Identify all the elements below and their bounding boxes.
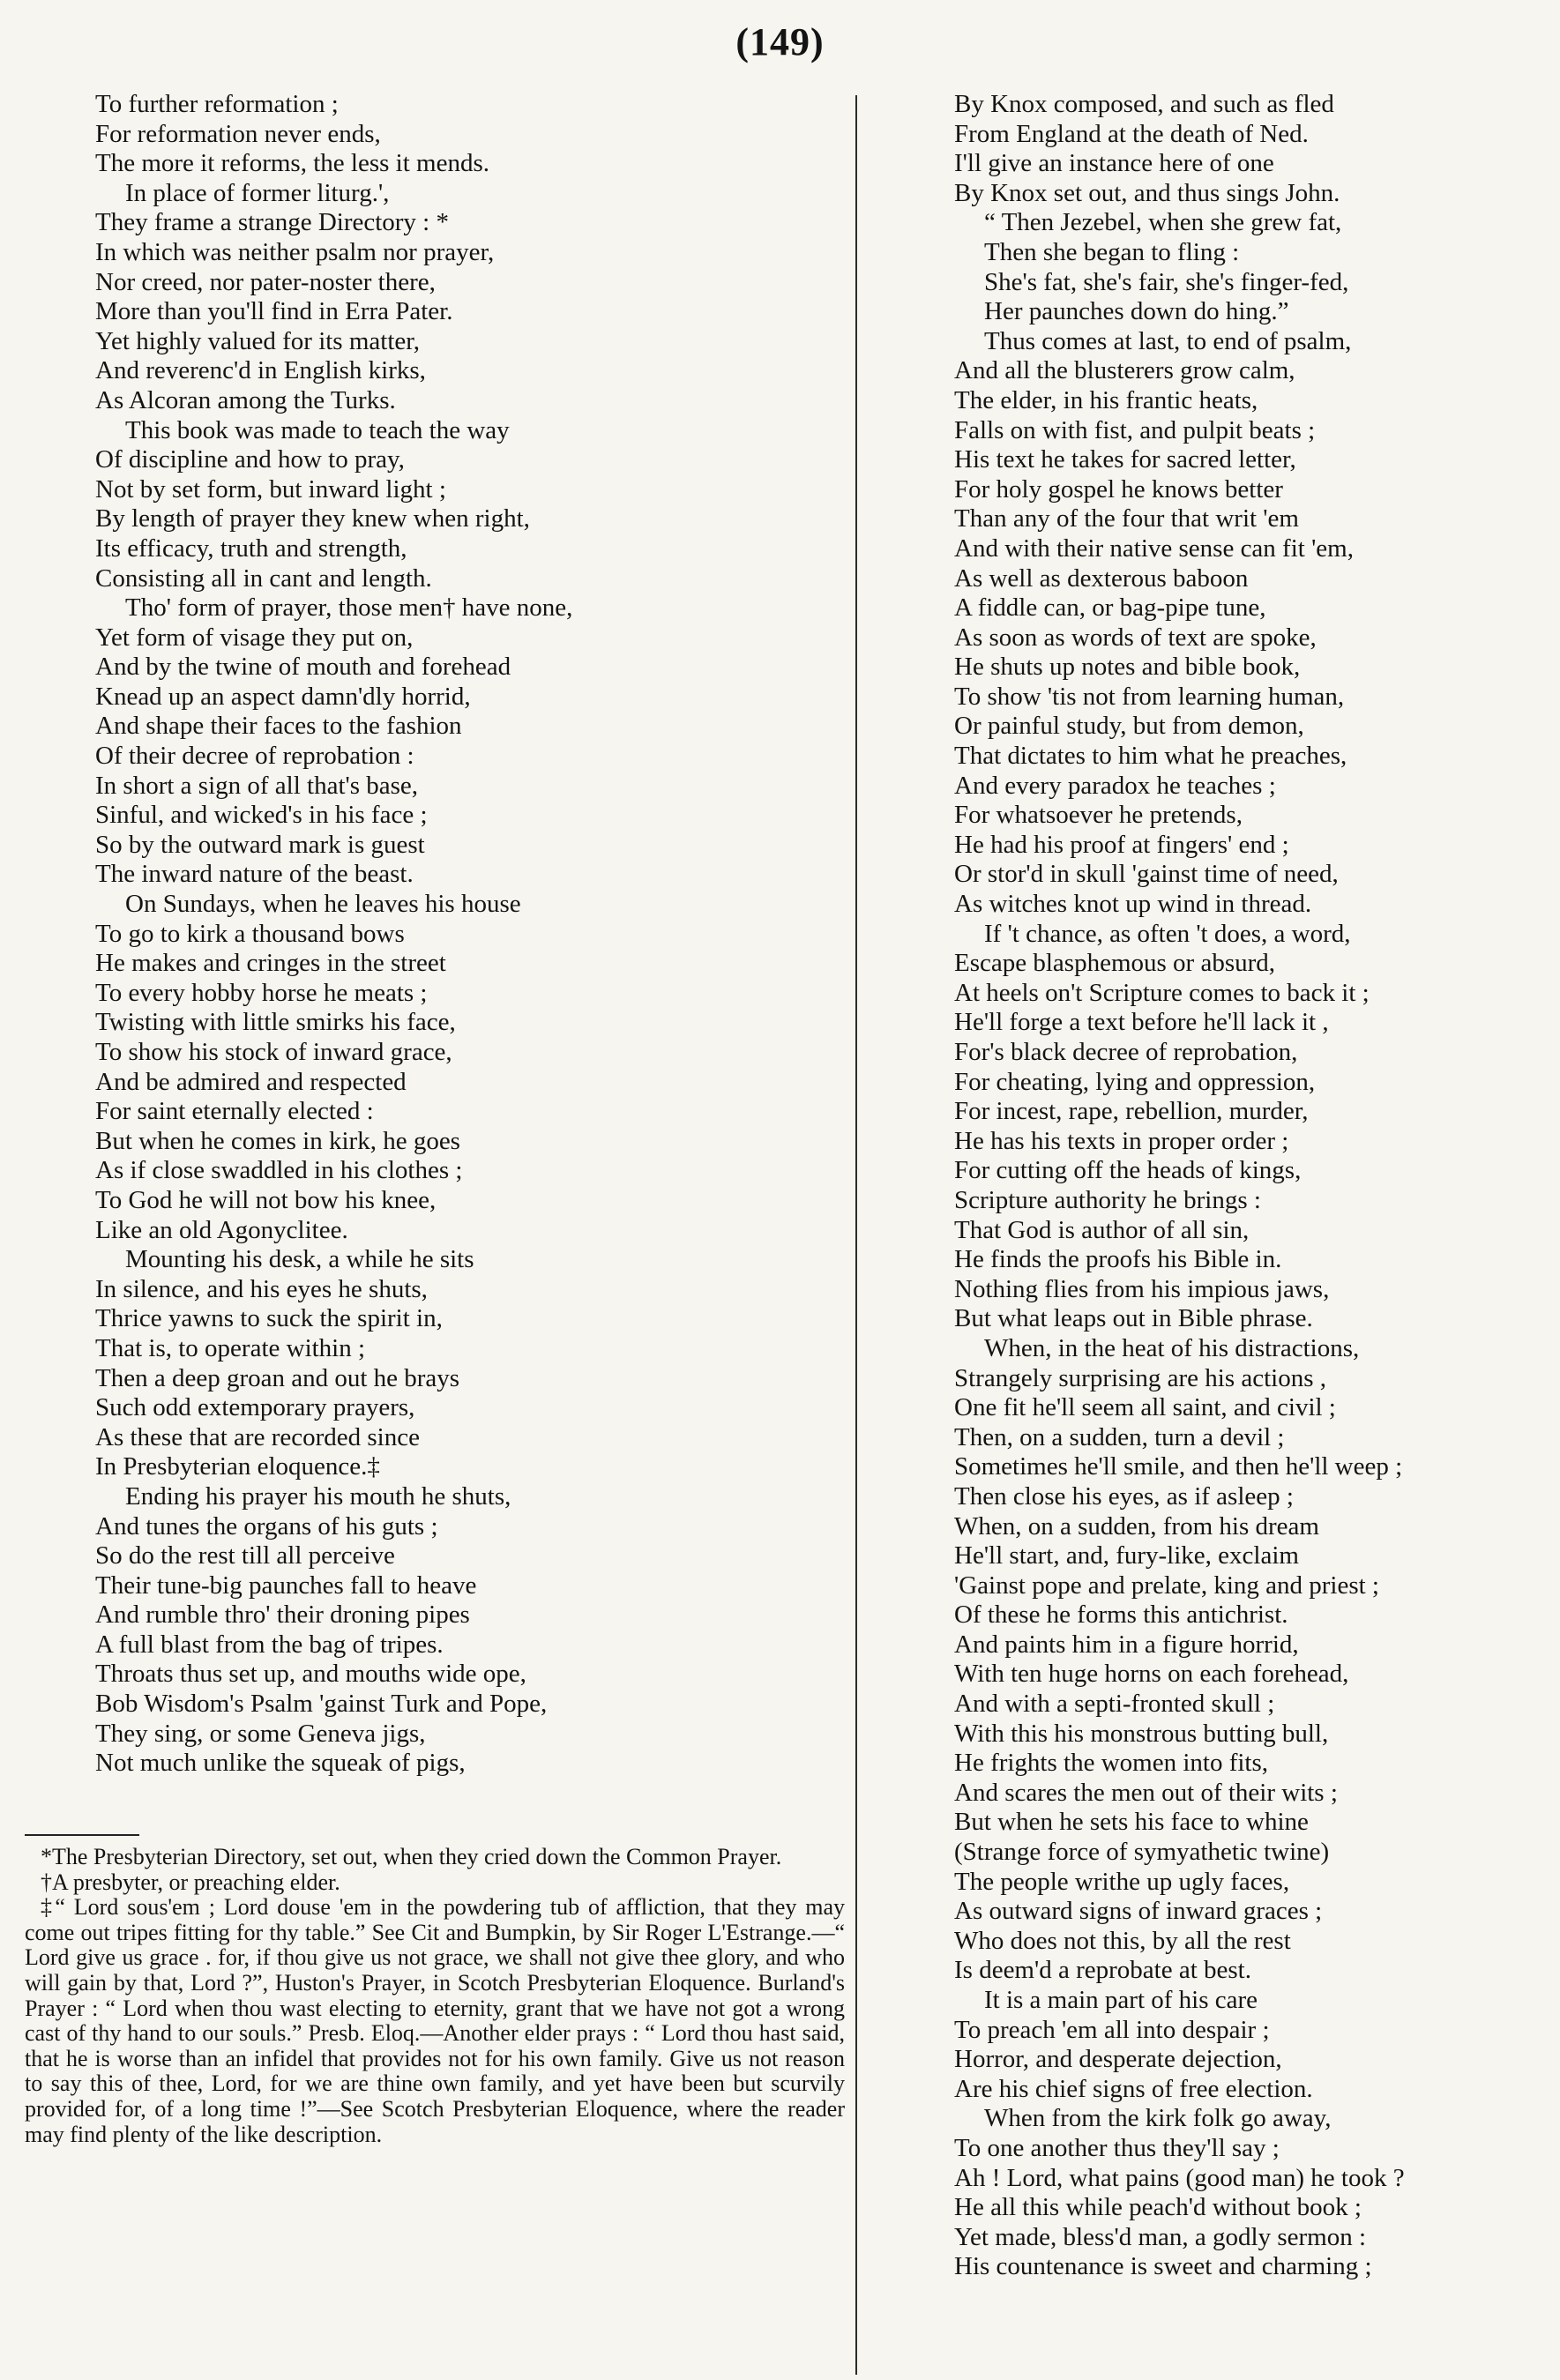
verse-line: He makes and cringes in the street [95, 949, 446, 978]
verse-line: To God he will not bow his knee, [95, 1185, 437, 1214]
verse-line: He had his proof at fingers' end ; [954, 830, 1289, 859]
verse-line: When, in the heat of his distractions, [984, 1333, 1360, 1362]
verse-line: As Alcoran among the Turks. [95, 385, 396, 414]
verse-line: Than any of the four that writ 'em [954, 504, 1299, 533]
verse-line: Bob Wisdom's Psalm 'gainst Turk and Pope, [95, 1690, 548, 1719]
verse-line: Falls on with fist, and pulpit beats ; [954, 415, 1316, 444]
verse-line: 'Gainst pope and prelate, king and priest ; [954, 1571, 1379, 1600]
verse-line: Then, on a sudden, turn a devil ; [954, 1422, 1285, 1451]
verse-line: To every hobby horse he meats ; [95, 978, 428, 1007]
verse-line: In silence, and his eyes he shuts, [95, 1274, 428, 1303]
verse-line: For cheating, lying and oppression, [954, 1067, 1316, 1096]
verse-line: Knead up an aspect damn'dly horrid, [95, 682, 471, 711]
footnote: †A presbyter, or preaching elder. [41, 1869, 340, 1895]
footnote-rule [25, 1834, 139, 1836]
right-column [954, 90, 1554, 2282]
verse-line: And shape their faces to the fashion [95, 712, 462, 741]
verse-line: To show 'tis not from learning human, [954, 682, 1345, 711]
verse-line: With this his monstrous butting bull, [954, 1719, 1329, 1748]
verse-line: In which was neither psalm nor prayer, [95, 237, 495, 266]
verse-line: Twisting with little smirks his face, [95, 1008, 456, 1037]
verse-line: And all the blusterers grow calm, [954, 356, 1295, 385]
verse-line: So by the outward mark is guest [95, 830, 425, 859]
page-number: (149) [735, 20, 825, 63]
verse-line: He has his texts in proper order ; [954, 1126, 1289, 1155]
verse-line: As if close swaddled in his clothes ; [95, 1156, 463, 1185]
verse-line: Are his chief signs of free election. [954, 2074, 1313, 2103]
verse-line: Her paunches down do hing.” [984, 297, 1289, 326]
verse-line: And reverenc'd in English kirks, [95, 356, 426, 385]
verse-line: This book was made to teach the way [125, 415, 510, 444]
verse-line: Ending his prayer his mouth he shuts, [125, 1481, 511, 1511]
verse-line: For holy gospel he knows better [954, 474, 1283, 504]
verse-line: Nothing flies from his impious jaws, [954, 1274, 1330, 1303]
verse-line: So do the rest till all perceive [95, 1541, 395, 1571]
verse-line: His countenance is sweet and charming ; [954, 2252, 1372, 2281]
verse-line: (Strange force of symyathetic twine) [954, 1838, 1330, 1867]
verse-line: And tunes the organs of his guts ; [95, 1511, 438, 1541]
verse-line: He'll start, and, fury-like, exclaim [954, 1541, 1299, 1571]
verse-line: For saint eternally elected : [95, 1097, 374, 1126]
verse-line: He'll forge a text before he'll lack it , [954, 1008, 1329, 1037]
verse-line: As these that are recorded since [95, 1422, 420, 1451]
verse-line: Yet made, bless'd man, a godly sermon : [954, 2222, 1367, 2251]
verse-line: As witches knot up wind in thread. [954, 890, 1312, 919]
verse-line: By Knox set out, and thus sings John. [954, 178, 1340, 207]
verse-line: Escape blasphemous or absurd, [954, 949, 1276, 978]
verse-line: To preach 'em all into despair ; [954, 2015, 1270, 2044]
footnote: *The Presbyterian Directory, set out, when they cried down the Common Prayer. [41, 1844, 782, 1869]
verse-line: Thrice yawns to suck the spirit in, [95, 1304, 443, 1333]
verse-line: Of discipline and how to pray, [95, 445, 405, 474]
column-divider [855, 95, 857, 2375]
verse-line: He finds the proofs his Bible in. [954, 1245, 1282, 1274]
verse-line: Yet form of visage they put on, [95, 623, 414, 652]
verse-line: They frame a strange Directory : * [95, 208, 449, 237]
left-column [95, 90, 845, 1779]
verse-line: And paints him in a figure horrid, [954, 1630, 1299, 1659]
verse-line: By Knox composed, and such as fled [954, 90, 1334, 118]
verse-line: The elder, in his frantic heats, [954, 385, 1258, 414]
verse-line: Mounting his desk, a while he sits [125, 1245, 474, 1274]
verse-line: Consisting all in cant and length. [95, 563, 432, 593]
verse-line: As outward signs of inward graces ; [954, 1897, 1323, 1926]
verse-line: To one another thus they'll say ; [954, 2133, 1280, 2162]
verse-line: More than you'll find in Erra Pater. [95, 297, 453, 326]
verse-line: But what leaps out in Bible phrase. [954, 1304, 1313, 1333]
verse-line: On Sundays, when he leaves his house [125, 890, 521, 919]
verse-line: He shuts up notes and bible book, [954, 653, 1301, 682]
verse-line: And every paradox he teaches ; [954, 771, 1276, 800]
verse-line: The people writhe up ugly faces, [954, 1867, 1290, 1896]
verse-line: Then she began to fling : [984, 237, 1240, 266]
verse-line: But when he sets his face to whine [954, 1808, 1309, 1837]
verse-line: I'll give an instance here of one [954, 149, 1274, 178]
verse-line: A fiddle can, or bag-pipe tune, [954, 593, 1266, 623]
verse-line: Ah ! Lord, what pains (good man) he took ? [954, 2163, 1405, 2192]
verse-line: And rumble thro' their droning pipes [95, 1600, 470, 1630]
verse-line: Tho' form of prayer, those men† have none, [125, 593, 573, 623]
verse-line: He frights the women into fits, [954, 1749, 1269, 1778]
verse-line: That God is author of all sin, [954, 1215, 1250, 1244]
verse-line: A full blast from the bag of tripes. [95, 1630, 444, 1659]
verse-line: And be admired and respected [95, 1067, 407, 1096]
verse-line: As soon as words of text are spoke, [954, 623, 1317, 652]
verse-line: It is a main part of his care [984, 1986, 1258, 2014]
verse-line: When from the kirk folk go away, [984, 2104, 1332, 2133]
verse-line: Yet highly valued for its matter, [95, 326, 421, 355]
verse-line: Its efficacy, truth and strength, [95, 533, 407, 563]
verse-line: For reformation never ends, [95, 119, 381, 148]
verse-line: In place of former liturg.', [125, 178, 390, 207]
verse-line: Sinful, and wicked's in his face ; [95, 801, 428, 830]
footnotes [25, 1845, 845, 2147]
verse-line: With ten huge horns on each forehead, [954, 1660, 1349, 1689]
verse-line: For whatsoever he pretends, [954, 801, 1243, 830]
verse-line: Like an old Agonyclitee. [95, 1215, 348, 1244]
verse-line: At heels on't Scripture comes to back it ; [954, 978, 1370, 1007]
verse-line: From England at the death of Ned. [954, 119, 1309, 148]
verse-line: Then a deep groan and out he brays [95, 1363, 460, 1392]
verse-line: For cutting off the heads of kings, [954, 1156, 1302, 1185]
verse-line: Of their decree of reprobation : [95, 742, 414, 771]
verse-line: To further reformation ; [95, 90, 339, 118]
verse-line: They sing, or some Geneva jigs, [95, 1719, 426, 1748]
verse-line: Not by set form, but inward light ; [95, 474, 446, 504]
verse-line: But when he comes in kirk, he goes [95, 1126, 460, 1155]
verse-line: That dictates to him what he preaches, [954, 742, 1347, 771]
verse-line: Horror, and desperate dejection, [954, 2045, 1282, 2074]
verse-line: By length of prayer they knew when right, [95, 504, 530, 533]
verse-line: The more it reforms, the less it mends. [95, 149, 489, 178]
verse-line: That is, to operate within ; [95, 1333, 366, 1362]
verse-line: Such odd extemporary prayers, [95, 1393, 415, 1422]
verse-line: The inward nature of the beast. [95, 860, 414, 889]
verse-line: Is deem'd a reprobate at best. [954, 1956, 1251, 1985]
verse-line: And scares the men out of their wits ; [954, 1778, 1338, 1807]
verse-line: To show his stock of inward grace, [95, 1038, 452, 1066]
verse-line: One fit he'll seem all saint, and civil ; [954, 1393, 1336, 1422]
verse-line: Throats thus set up, and mouths wide ope, [95, 1660, 526, 1689]
verse-line: And with a septi-fronted skull ; [954, 1690, 1275, 1719]
verse-line: As well as dexterous baboon [954, 563, 1249, 593]
verse-line: For incest, rape, rebellion, murder, [954, 1097, 1309, 1126]
verse-line: Of these he forms this antichrist. [954, 1600, 1288, 1630]
verse-line: In Presbyterian eloquence.‡ [95, 1452, 380, 1481]
verse-line: When, on a sudden, from his dream [954, 1511, 1319, 1541]
footnote: ‡“ Lord sous'em ; Lord douse 'em in the powdering tub of affliction, that they may come out tripes fitting for thy table.” See Cit and Bumpkin, by Sir Roger L'Estrange.—“ Lord give us grace . for, if thou give us not grace, we shall not give thee glory, and who will gain by that, Lord ?”, Huston's Prayer, in Scotch Presbyterian Eloquence. Burland's Prayer : “ Lord when thou wast electing to eternity, grant that we have not got a wrong cast of thy hand to our souls.” Presb. Eloq.—Another elder prays : “ Lord thou hast said, that he is worse than an infidel that provides not for his own family. Give us not reason to say this of thee, Lord, for we are thine own family, and yet have been but scurvily provided for, of a long time !”—See Scotch Presbyterian Eloquence, where the reader may find plenty of the like description. [25, 1894, 845, 2147]
verse-line: To go to kirk a thousand bows [95, 919, 405, 948]
verse-line: “ Then Jezebel, when she grew fat, [984, 208, 1342, 237]
verse-line: And by the twine of mouth and forehead [95, 653, 511, 682]
verse-line: For's black decree of reprobation, [954, 1038, 1298, 1066]
verse-line: He all this while peach'd without book ; [954, 2193, 1362, 2222]
verse-line: Their tune-big paunches fall to heave [95, 1571, 477, 1600]
verse-line: Nor creed, nor pater-noster there, [95, 267, 436, 296]
verse-line: Or painful study, but from demon, [954, 712, 1304, 741]
verse-line: Strangely surprising are his actions , [954, 1363, 1327, 1392]
verse-line: His text he takes for sacred letter, [954, 445, 1296, 474]
verse-line: Thus comes at last, to end of psalm, [984, 326, 1352, 355]
verse-line: Not much unlike the squeak of pigs, [95, 1749, 466, 1778]
verse-line: Or stor'd in skull 'gainst time of need, [954, 860, 1339, 889]
verse-line: Scripture authority he brings : [954, 1185, 1261, 1214]
verse-line: Sometimes he'll smile, and then he'll weep ; [954, 1452, 1403, 1481]
verse-line: If 't chance, as often 't does, a word, [984, 919, 1351, 948]
verse-line: Then close his eyes, as if asleep ; [954, 1481, 1294, 1511]
verse-line: And with their native sense can fit 'em, [954, 533, 1354, 563]
verse-line: Who does not this, by all the rest [954, 1926, 1291, 1955]
verse-line: She's fat, she's fair, she's finger-fed, [984, 267, 1349, 296]
verse-line: In short a sign of all that's base, [95, 771, 419, 800]
